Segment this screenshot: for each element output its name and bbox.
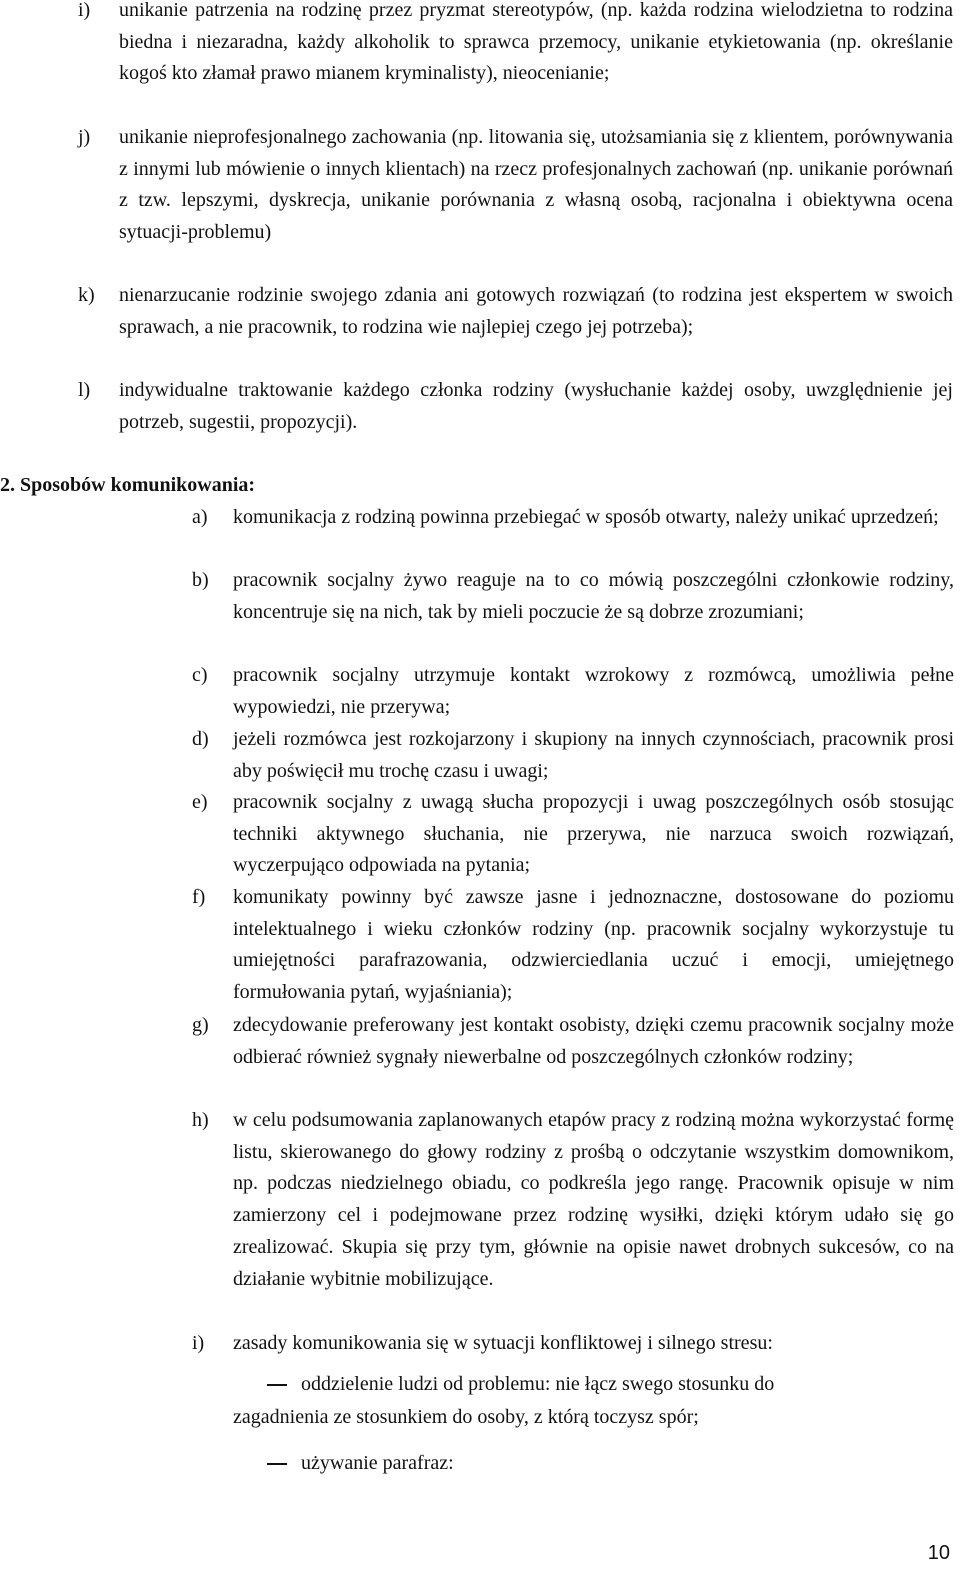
list-item-b	[192, 565, 954, 628]
list-label: j)	[78, 126, 91, 148]
list-text: pracownik socjalny z uwagą słucha propozycji i uwag poszczególnych osób stosując techniki aktywnego słuchania, nie przerywa, nie narzuca swoich rozwiązań, wyczerpująco odpowiada na pytania;	[233, 791, 954, 877]
subitem-continuation: zagadnienia ze stosunkiem do osoby, z którą toczysz spór;	[233, 1405, 699, 1428]
list-label: l)	[78, 379, 91, 401]
list-item-i2	[192, 1328, 954, 1360]
list-label: k)	[78, 284, 95, 306]
list-text: zdecydowanie preferowany jest kontakt osobisty, dzięki czemu pracownik socjalny może odbierać również sygnały niewerbalne od poszczególnych członków rodziny;	[233, 1014, 954, 1068]
list-item-a	[192, 502, 954, 534]
list-label: e)	[192, 791, 208, 813]
dash-icon	[267, 1463, 287, 1465]
list-item-l	[78, 375, 953, 438]
list-label: a)	[192, 506, 208, 528]
list-text: jeżeli rozmówca jest rozkojarzony i skupiony na innych czynnościach, pracownik prosi aby poświęcił mu trochę czasu i uwagi;	[233, 728, 954, 782]
list-label: c)	[192, 664, 208, 686]
dash-subitem	[233, 1448, 953, 1480]
list-text: komunikacja z rodziną powinna przebiegać w sposób otwarty, należy unikać uprzedzeń;	[233, 506, 939, 528]
list-item-c	[192, 660, 954, 723]
list-text: w celu podsumowania zaplanowanych etapów pracy z rodziną można wykorzystać formę listu, skierowanego do głowy rodziny z prośbą o odczytanie wszystkim domownikom, np. podczas niedzielnego obiadu, co podkreśla jego rangę. Pracownik opisuje w nim zamierzony cel i podejmowane przez rodzinę wysiłki, dzięki którym udało się go zrealizować. Skupia się przy tym, głównie na opisie nawet drobnych sukcesów, co na działanie wybitnie mobilizujące.	[233, 1109, 954, 1290]
list-text: unikanie patrzenia na rodzinę przez pryzmat stereotypów, (np. każda rodzina wielodzietna to rodzina biedna i niezaradna, każdy alkoholik to sprawca przemocy, unikanie etykietowania (np. określanie kogoś kto złamał prawo mianem kryminalisty), nieocenianie;	[119, 0, 953, 85]
list-item-d	[192, 724, 954, 787]
list-label: d)	[192, 728, 209, 750]
list-item-f	[192, 882, 954, 1009]
list-text: nienarzucanie rodzinie swojego zdania ani gotowych rozwiązań (to rodzina jest ekspertem w swoich sprawach, a nie pracownik, to rodzina wie najlepiej czego jej potrzeba);	[119, 284, 953, 338]
list-label: b)	[192, 569, 209, 591]
list-item-j	[78, 122, 953, 249]
list-item-h	[192, 1105, 954, 1295]
list-text: zasady komunikowania się w sytuacji konfliktowej i silnego stresu:	[233, 1332, 773, 1354]
dash-subitem	[233, 1369, 953, 1433]
section-heading: 2. Sposobów komunikowania:	[0, 474, 256, 496]
subitem-text: używanie parafraz:	[301, 1452, 454, 1474]
list-item-k	[78, 280, 953, 343]
list-label: f)	[192, 886, 206, 908]
list-label: i)	[192, 1332, 205, 1354]
list-text: pracownik socjalny utrzymuje kontakt wzrokowy z rozmówcą, umożliwia pełne wypowiedzi, nie przerywa;	[233, 664, 954, 718]
list-label: g)	[192, 1014, 209, 1036]
page-number: 10	[927, 1542, 950, 1564]
list-item-i	[78, 0, 953, 90]
list-text: indywidualne traktowanie każdego członka rodziny (wysłuchanie każdej osoby, uwzględnienie jej potrzeb, sugestii, propozycji).	[119, 379, 953, 433]
list-text: pracownik socjalny żywo reaguje na to co mówią poszczególni członkowie rodziny, koncentruje się na nich, tak by mieli poczucie że są dobrze zrozumiani;	[233, 569, 954, 623]
list-item-e	[192, 787, 954, 882]
list-text: unikanie nieprofesjonalnego zachowania (np. litowania się, utożsamiania się z klientem, porównywania z innymi lub mówienie o innych klientach) na rzecz profesjonalnych zachowań (np. unikanie porównań z tzw. lepszymi, dyskrecja, unikanie porównania z własną osobą, racjonalna i obiektywna ocena sytuacji-problemu)	[119, 126, 953, 244]
subitem-text: oddzielenie ludzi od problemu: nie łącz swego stosunku do	[301, 1373, 775, 1395]
list-label: i)	[78, 0, 91, 21]
list-label: h)	[192, 1109, 209, 1131]
list-text: komunikaty powinny być zawsze jasne i jednoznaczne, dostosowane do poziomu intelektualnego i wieku członków rodziny (np. pracownik socjalny wykorzystuje tu umiejętności parafrazowania, odzwierciedlania uczuć i emocji, umiejętnego formułowania pytań, wyjaśniania);	[233, 886, 954, 1004]
dash-icon	[267, 1384, 287, 1386]
list-item-g	[192, 1010, 954, 1073]
